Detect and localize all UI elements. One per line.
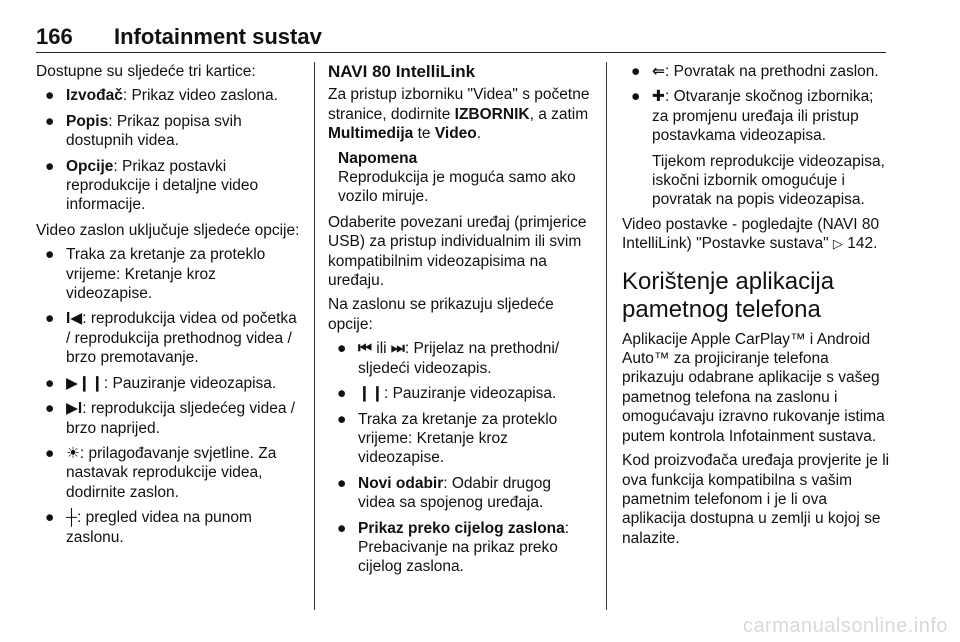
bullet: ● [337,385,347,403]
bullet: ● [337,474,347,492]
multimedia-label: Multimedija [328,125,414,143]
access-text: . [476,125,482,143]
settings-page-ref: 142. [847,235,878,253]
column-divider [606,62,607,610]
item-text: : Prikaz postavki reprodukcije i detaljne video informacije. [66,157,259,214]
controls-list [622,62,890,146]
skip-forward-icon: ▶I [66,400,83,418]
list-item [36,245,304,303]
display-options-list [328,339,592,576]
list-item [36,157,304,215]
column-right [622,62,890,553]
item-text: : Pauziranje videozapisa. [103,374,277,392]
item-text: : Odabir drugog videa sa spojenog uređaja. [358,474,551,512]
menu-label: IZBORNIK [454,105,530,123]
tab-label: Izvođač [66,87,123,105]
bullet: ● [337,340,347,358]
rewind-icon: I◀ [66,310,83,328]
item-text: : Otvaranje skočnog izbornika; za promjenu uređaja ili pristup postavkama videozapisa. [652,88,874,145]
note-block [328,149,592,207]
bullet: ● [45,400,55,418]
list-item [36,374,304,393]
bullet: ● [45,509,55,527]
bullet: ● [45,374,55,392]
item-text: ili [371,340,391,358]
list-item [36,86,304,105]
column-left [36,62,304,553]
list-item [328,384,592,403]
list-item [36,508,304,547]
list-item [36,444,304,502]
access-text: , a zatim [529,105,589,123]
column-divider [314,62,315,610]
note-title: Napomena [338,149,418,167]
list-item [622,87,890,145]
note-text: Reprodukcija je moguća samo ako vozilo miruje. [338,169,576,206]
bullet: ● [631,63,641,80]
item-text: : Pauziranje videozapisa. [383,385,557,403]
connect-paragraph: Odaberite povezani uređaj (primjerice USB) za pristup individualnim ili svim kompatibilnim videozapisima na uređaju. [328,213,587,290]
list-item [36,112,304,151]
watermark: carmanualsonline.info [742,615,948,637]
tabs-intro: Dostupne su sljedeće tri kartice: [36,63,256,80]
plus-icon: ✚ [652,88,665,106]
bullet: ● [45,310,55,328]
compatibility-paragraph: Kod proizvođača uređaja provjerite je li ova funkcija kompatibilna s vašim pametnim telefonom i je li ova aplikacija dostupna u zemlji u kojoj se nalazite. [622,452,890,547]
item-text: : prilagođavanje svjetline. Za nastavak reprodukcije videa, dodirnite zaslon. [66,444,277,501]
item-text: : reprodukcija videa od početka / reprodukcija prethodnog videa / brzo premotavanje. [66,310,297,367]
options-intro: Video zaslon uključuje sljedeće opcije: [36,221,300,239]
video-label: Video [434,125,477,143]
fullscreen-icon: ┼ [66,509,77,527]
access-paragraph [328,85,592,143]
item-text: : pregled videa na punom zaslonu. [66,509,252,546]
bullet: ● [631,88,641,106]
item-text: : Povratak na prethodni zaslon. [665,63,879,80]
carplay-paragraph: Aplikacije Apple CarPlay™ i Android Auto™ za projiciranje telefona prikazuju odabrane aplikacije s vašeg pametnog telefona na zaslonu i omogućavaju izravno rukovanje istima putem kontrola Infotainment sustava. [622,330,885,445]
bullet: ● [337,410,347,428]
column-middle [328,62,592,583]
pause-icon: ❙❙ [358,385,384,403]
item-text: Traka za kretanje za proteklo vrijeme: Kretanje kroz videozapise. [358,410,558,467]
list-item [328,519,592,577]
item-text: : Prijelaz na prethodni/ sljedeći videozapis. [358,340,560,377]
list-item [328,474,592,513]
options-list [36,245,304,547]
settings-text: Video postavke - pogledajte (NAVI 80 IntelliLink) "Postavke sustava" [622,215,880,253]
settings-paragraph [622,215,890,254]
previous-track-icon: ⏮ [358,340,372,358]
next-track-icon: ⏭ [390,340,405,358]
item-text: : Prikaz video zaslona. [122,87,278,105]
tab-label: Popis [66,112,109,130]
item-text: : reprodukcija sljedećeg videa / brzo naprijed. [66,400,296,437]
back-arrow-icon: ⇐ [652,63,665,80]
item-text: : Prikaz popisa svih dostupnih videa. [66,112,242,150]
list-item [36,399,304,438]
list-item [328,410,592,468]
bullet: ● [45,157,55,175]
popup-note: Tijekom reprodukcije videozapisa, iskočni izbornik omogućuje i povratak na popis videozapisa. [652,152,885,209]
list-item [36,309,304,367]
item-label: Prikaz preko cijelog zaslona [358,519,565,537]
bullet: ● [337,519,347,537]
page-header [36,22,886,53]
item-text: Traka za kretanje za proteklo vrijeme: Kretanje kroz videozapise. [66,246,266,303]
bullet: ● [45,112,55,130]
item-label: Novi odabir [358,474,444,492]
list-item [328,339,592,378]
item-text: : Prebacivanje na prikaz preko cijelog zaslona. [358,519,570,576]
page-title: Infotainment sustav [114,24,322,49]
display-intro: Na zaslonu se prikazuju sljedeće opcije: [328,296,554,333]
bullet: ● [45,87,55,105]
bullet: ● [45,246,55,264]
access-text: Za pristup izborniku "Videa" s početne stranice, dodirnite [328,86,590,123]
section-heading-smartphone: Korištenje aplikacija pametnog telefona [622,267,835,323]
brightness-icon: ☀ [66,444,80,462]
page-reference-icon: ▷ [832,236,843,252]
play-pause-icon: ▶❙❙ [66,374,104,392]
tab-label: Opcije [66,157,114,175]
tabs-list [36,86,304,214]
list-item [622,62,890,81]
section-heading-navi: NAVI 80 IntelliLink [328,62,476,81]
page-number: 166 [36,24,73,49]
access-text: te [417,125,431,143]
bullet: ● [45,444,55,462]
